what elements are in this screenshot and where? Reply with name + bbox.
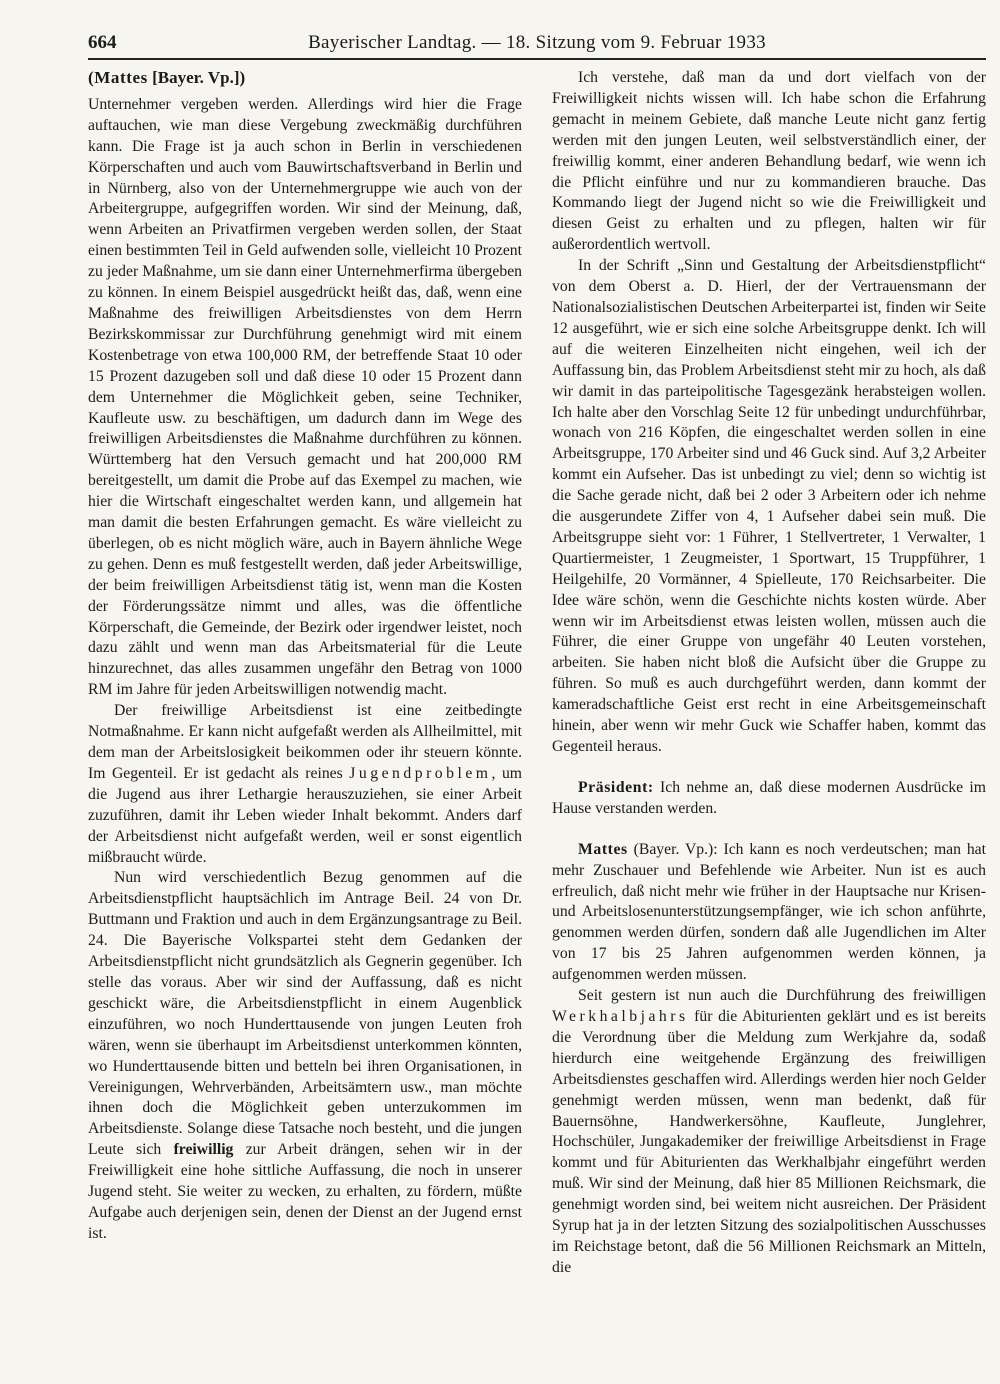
- text-run: , um die Jugend aus ihrer Lethargie herauszuziehen, sie einer Arbeit zuzuführen, damit ihr Leben wieder Inhalt bekommt. Anders darf der Arbeitsdienst nicht aufgefaßt werden, weil er sonst eigentlich mißbraucht würde.: [88, 764, 523, 866]
- paragraph: Ich verstehe, daß man da und dort vielfach von der Freiwilligkeit nichts wissen will. Ich habe schon die Erfahrung gemacht in meinem Gebiete, daß manche Leute nicht ganz fertig werden mit den jungen Leuten, weil selbstverständlich einer, der freiwillig kommt, einer anderen Behandlung bedarf, wie wenn ich die Pflicht einführe und nur zu kommandieren brauche. Das Kommando liegt der Jugend nicht so wie die Freiwilligkeit und diesen Geist zu erhalten und zu pflegen, halten wir für außerordentlich wertvoll.: [552, 69, 986, 254]
- speaker-name: (Mattes: [88, 68, 148, 87]
- page-header: [88, 32, 986, 58]
- text-run: Der freiwillige Arbeitsdienst ist eine zeitbedingte Notmaßnahme. Er kann nicht aufgefaßt werden als Allheilmittel, mit dem man der Arbeitslosigkeit beikommen oder ihr steuern könnte. Im Gegenteil. Er ist gedacht als reines: [88, 702, 522, 782]
- speaker-president: Präsident:: [578, 778, 654, 796]
- emphasis-spaced: Werkhalbjahrs: [552, 1007, 689, 1025]
- paragraph: [552, 840, 986, 986]
- emphasis-spaced: Jugendproblem: [349, 764, 492, 782]
- text-run: Ich nehme an, daß diese modernen Ausdrücke im Hause verstanden werden.: [552, 778, 986, 817]
- paragraph: [552, 986, 986, 1279]
- continued-speaker-heading: [88, 68, 522, 89]
- paragraph: [88, 868, 522, 1244]
- text-run: für die Abiturienten geklärt und es ist bereits die Verordnung über die Meldung zum Werkjahre da, sodaß hierdurch eine weitgehende Ergänzung des freiwilligen Arbeitsdienstes geschaffen wird. Allerdings werden hier noch Gelder genehmigt werden müssen, wenn man bedenkt, daß für Bauernsöhne, Handwerkersöhne, Kaufleute, Junglehrer, Hochschüler, Jungakademiker der freiwillige Arbeitsdienst in Frage kommt und für Abiturienten das Werkhalbjahr eingeführt werden muß. Wir sind der Meinung, daß hier 85 Millionen Reichsmark, die genehmigt worden sind, bei weitem nicht ausreichen. Der Präsident Syrup hat ja in der letzten Sitzung des sozialpolitischen Ausschusses im Reichstage betont, daß die 56 Millionen Reichsmark an Mitteln, die: [552, 1007, 986, 1276]
- paragraph: Unternehmer vergeben werden. Allerdings wird hier die Frage auftauchen, wie man diese Vergebung zweckmäßig durchführen kann. Die Frage ist ja auch schon in Berlin in verschiedenen Körperschaften und auch vom Bauwirtschaftsverband in Berlin und in Nürnberg, also von der Unternehmergruppe wie auch von der Arbeitergruppe, aufgegriffen worden. Wir sind der Meinung, daß, wenn Arbeiten an Privatfirmen vergeben werden sollen, der Staat einen bestimmten Teil in Geld aufwenden solle, vielleicht 10 Prozent zu jeder Maßnahme, um sie dann einer Unternehmerfirma übergeben zu können. In einem Beispiel ausgedrückt heißt das, daß, wenn eine Maßnahme des freiwilligen Arbeitsdienstes von dem Herrn Bezirkskommissar zur Durchführung genehmigt wird mit einem Kostenbetrage von etwa 100,000 RM, der betreffende Staat 10 oder 15 Prozent dazugeben soll und daß diese 10 oder 15 Prozent dann dem Unternehmer die Möglichkeit geben, seine Techniker, Kaufleute usw. zu beschäftigen, um dadurch dann im Wege des freiwilligen Arbeitsdienstes die Maßnahme durchführen zu können. Württemberg hat den Versuch gemacht und hat 200,000 RM bereitgestellt, um damit die Probe auf das Exempel zu machen, wie hier die Wirtschaft eingeschaltet werden kann, und allgemein hat man damit die besten Erfahrungen gemacht. Es wäre vielleicht zu überlegen, ob es nicht möglich wäre, auch in Bayern ähnliche Wege zu gehen. Denn es muß festgestellt werden, daß jeder Arbeitswillige, der beim freiwilligen Arbeitsdienst tätig ist, wenn man die Kosten der Förderungssätze nimmt und alles, was die öffentliche Körperschaft, die Gemeinde, der Bezirk oder irgendwer leistet, noch dazu zählt und wenn man das Arbeitsmaterial für die Leute hinzurechnet, das alles zusammen ungefähr den Betrag von 1000 RM im Jahre für jeden Arbeitswilligen notwendig macht.: [88, 95, 522, 699]
- header-rule: [88, 58, 986, 60]
- emphasis-bold: freiwillig: [173, 1141, 234, 1159]
- speaker-mattes: Mattes: [578, 840, 628, 858]
- text-run: (Bayer. Vp.): Ich kann es noch verdeutschen; man hat mehr Zuschauer und Befehlende wie Arbeiter. Nun ist es auch erfreulich, daß nicht mehr wie früher in der Hauptsache nur Krisen- und Arbeitslosenunterstützungsempfänger, wie ich schon anführte, genommen werden dürfen, sondern daß alle Jugendlichen im Alter von 17 bis 25 Jahren aufgenommen werden können, ja aufgenommen werden müssen.: [552, 840, 986, 984]
- speaker-party: [Bayer. Vp.]): [147, 68, 246, 87]
- paragraph: In der Schrift „Sinn und Gestaltung der Arbeitsdienstpflicht“ von dem Oberst a. D. Hierl, der der Vertrauensmann der Nationalsozialistischen Deutschen Arbeiterpartei ist, finden wir Seite 12 ausgeführt, wie er sich eine solche Arbeitsgruppe denkt. Ich will auf die weiteren Einzelheiten nicht eingehen, weil ich der Auffassung bin, das Problem Arbeitsdienst steht mir zu hoch, als daß wir damit in das parteipolitische Tagesgezänk herabsteigen wollen. Ich halte aber den Vorschlag Seite 12 für unbedingt undurchführbar, wonach von 216 Köpfen, die eingeschaltet werden sollen in eine Arbeitsgruppe, 170 Arbeiter sind und 46 Guck sind. Auf 3,2 Arbeiter kommt ein Aufseher. Das ist unbedingt zu viel; denn so wichtig ist die Sache gerade nicht, daß bei 2 oder 3 Arbeitern oder ich nehme die ausgerundete Ziffer von 4, 1 Aufseher dabei sein muß. Die Arbeitsgruppe sieht vor: 1 Führer, 1 Stellvertreter, 1 Verwalter, 1 Quartiermeister, 1 Zeugmeister, 1 Sportwart, 15 Truppführer, 1 Heilgehilfe, 20 Vormänner, 4 Spielleute, 170 Reichsarbeiter. Die Idee wäre schön, wenn die Geschichte nichts kosten würde. Aber wenn wir im Arbeitsdienst etwas leisten wollen, müssen auch die Führer, die einer Gruppe von ungefähr 40 Leuten vorstehen, arbeiten. Sie haben nicht bloß die Aufsicht über die Gruppe zu führen. So muß es auch durchgeführt werden, dann kommt der kameradschaftliche Geist erst recht in eine Arbeitsgemeinschaft hinein, aber wenn wir mehr Guck wie Schaffer haben, kommt das Gegenteil heraus.: [552, 257, 986, 755]
- text-run: Seit gestern ist nun auch die Durchführung des freiwilligen: [578, 987, 986, 1005]
- running-title: Bayerischer Landtag. — 18. Sitzung vom 9. Februar 1933: [308, 32, 766, 53]
- text-run: zur Arbeit drängen, sehen wir in der Freiwilligkeit eine hohe sittliche Auffassung, die noch in unserer Jugend steht. Sie weiter zu wecken, zu erhalten, zu fördern, müßte Aufgabe auch derjenigen sein, denen der Dienst an der Jugend ernst ist.: [88, 1141, 522, 1242]
- text-run: Nun wird verschiedentlich Bezug genommen auf die Arbeitsdienstpflicht hauptsächlich im Antrage Beil. 24 von Dr. Buttmann und Fraktion und auch in dem Ergänzungsantrage zu Beil. 24. Die Bayerische Volkspartei steht dem Gedanken der Arbeitsdienstpflicht nicht grundsätzlich als Gegnerin gegenüber. Ich stelle das voraus. Aber wir sind der Auffassung, daß es nicht geschickt wäre, die Arbeitsdienstpflicht in einem Augenblick einzuführen, wo noch Hunderttausende von jungen Leuten froh wären, wenn sie überhaupt im Arbeitsdienst unterkommen könnten, wo Hunderttausende bitten und betteln bei ihren Organisationen, in Vereinigungen, Wehrverbänden, Arbeitsämtern usw., man möchte ihnen doch die Möglichkeit geben unterzukommen im Arbeitsdienste. Solange diese Tatsache noch besteht, und die jungen Leute sich: [88, 869, 522, 1159]
- paragraph: [88, 701, 522, 868]
- right-column: [552, 68, 986, 1279]
- page-number: 664: [88, 32, 117, 53]
- paragraph: [552, 778, 986, 820]
- left-column: [88, 68, 522, 1245]
